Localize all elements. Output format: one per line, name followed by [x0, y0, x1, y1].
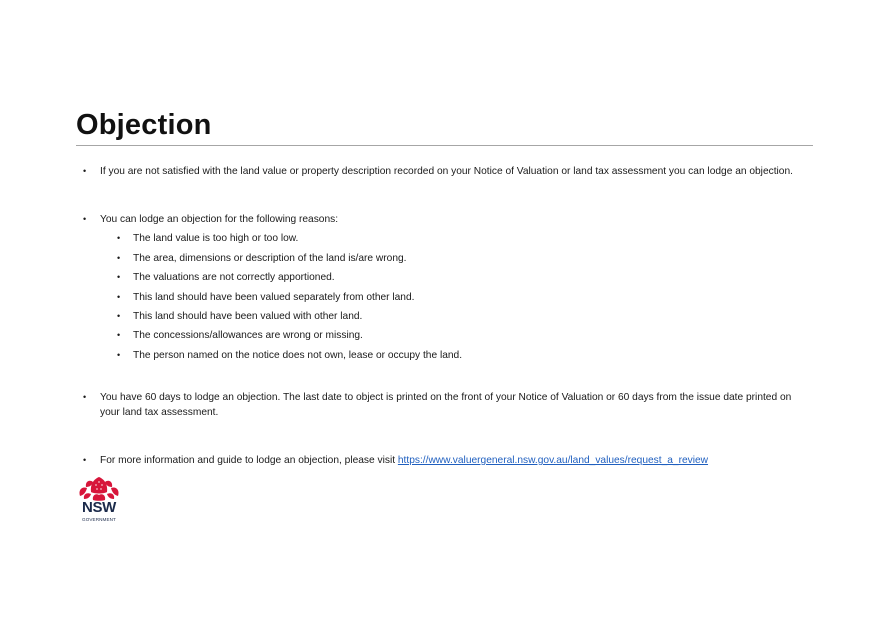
- nsw-government-logo: [76, 476, 122, 526]
- page-title: Objection: [76, 109, 212, 141]
- sub-bullet-dot: •: [117, 291, 121, 302]
- sub-bullet-dot: •: [117, 310, 121, 321]
- reasons-list: [80, 231, 805, 367]
- sub-bullet-dot: •: [117, 349, 121, 360]
- sub-bullet-dot: •: [117, 272, 121, 283]
- reason-text: The land value is too high or too low.: [133, 233, 299, 245]
- sub-bullet-dot: •: [117, 330, 121, 341]
- reason-text: The valuations are not correctly apportioned.: [133, 272, 335, 284]
- sub-bullet-dot: •: [117, 233, 121, 244]
- reasons-bullet: [80, 212, 805, 367]
- reason-text: The concessions/allowances are wrong or missing.: [133, 330, 363, 342]
- request-review-link[interactable]: https://www.valuergeneral.nsw.gov.au/land_values/request_a_review: [397, 455, 709, 466]
- list-item: [80, 348, 805, 367]
- more-info-text: For more information and guide to lodge an objection, please visit: [100, 455, 398, 466]
- reasons-heading: You can lodge an objection for the following reasons:: [100, 214, 339, 225]
- list-item: [80, 251, 805, 270]
- intro-text: If you are not satisfied with the land value or property description recorded on your Notice of Valuation or land tax assessment you can lodge an objection.: [100, 166, 793, 177]
- list-item: [80, 290, 805, 309]
- sub-bullet-dot: •: [117, 252, 121, 263]
- reason-text: This land should have been valued with other land.: [133, 310, 363, 322]
- reason-text: The area, dimensions or description of the land is/are wrong.: [133, 252, 407, 264]
- list-item: [80, 309, 805, 328]
- list-item: [80, 328, 805, 347]
- deadline-text: You have 60 days to lodge an objection. The last date to object is printed on the front of your Notice of Valuation or 60 days from the issue date printed on your land tax assessment.: [100, 392, 792, 418]
- bullet-dot: •: [83, 214, 87, 224]
- more-info-bullet: [80, 453, 805, 468]
- list-item: [80, 270, 805, 289]
- bullet-dot: •: [83, 455, 87, 465]
- logo-wordmark: NSW: [81, 499, 117, 516]
- logo-subtext: GOVERNMENT: [82, 517, 116, 522]
- deadline-bullet: [80, 390, 805, 420]
- bullet-dot: •: [83, 392, 87, 402]
- reason-text: This land should have been valued separately from other land.: [133, 291, 415, 303]
- list-item: [80, 231, 805, 250]
- reason-text: The person named on the notice does not own, lease or occupy the land.: [133, 349, 463, 361]
- title-divider: [76, 145, 813, 146]
- bullet-dot: •: [83, 166, 87, 176]
- intro-bullet: [80, 164, 805, 179]
